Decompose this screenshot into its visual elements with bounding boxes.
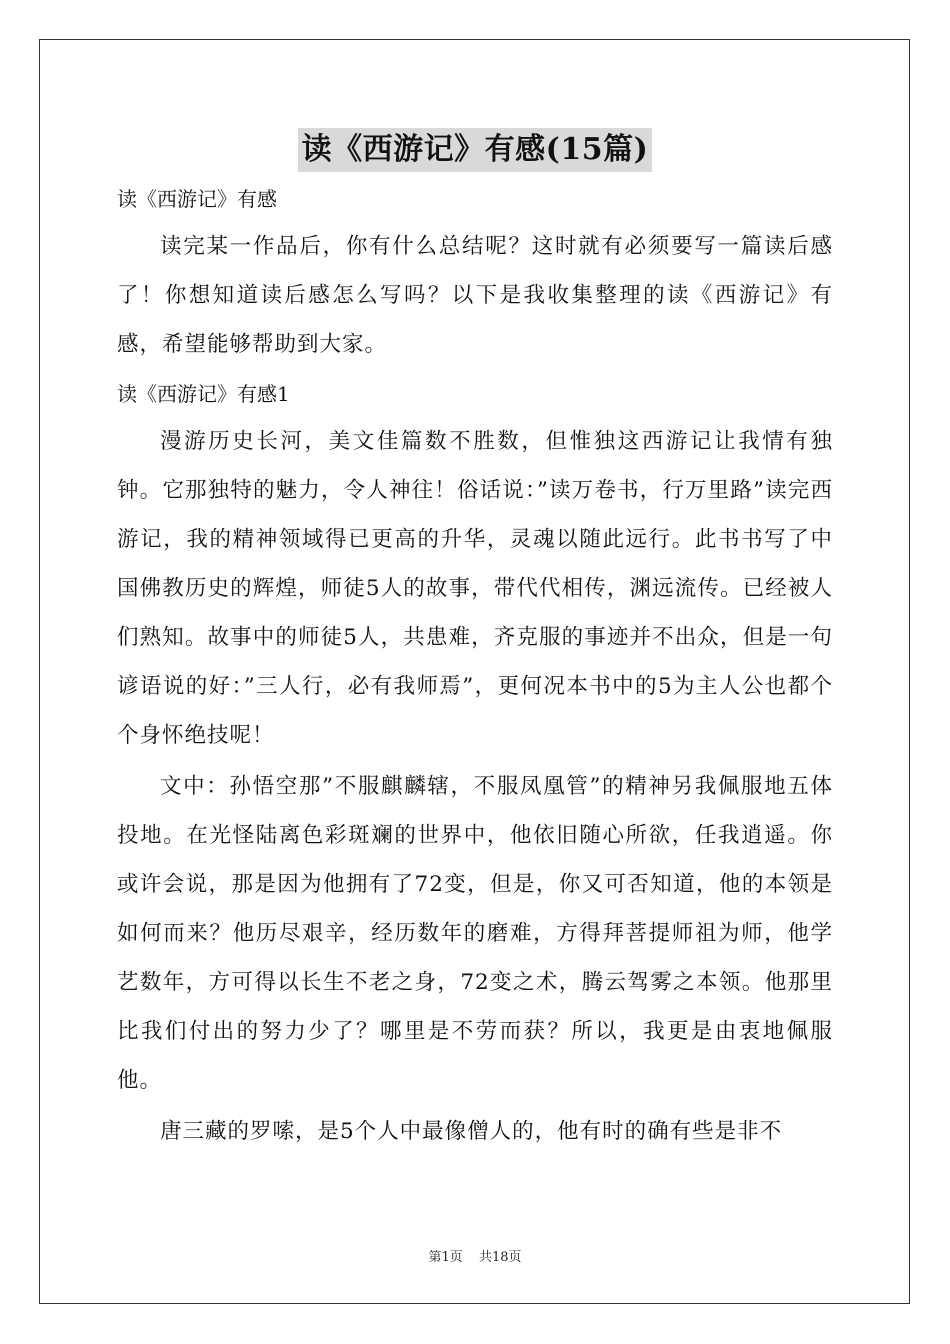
intro-heading: 读《西游记》有感 (117, 187, 277, 211)
body-paragraph: 文中：孙悟空那”不服麒麟辖，不服凤凰管”的精神另我佩服地五体投地。在光怪陆离色彩斑斓的世界中，他依旧随心所欲，任我逍遥。你或许会说，那是因为他拥有了72变，但是，你又可否知道，他的本领是如何而来？他历尽艰辛，经历数年的磨难，方得拜菩提师祖为师，他学艺数年，方可得以长生不老之身，72变之术，腾云驾雾之本领。他那里比我们付出的努力少了？哪里是不劳而获？所以，我更是由衷地佩服他。 (117, 774, 833, 1093)
document-body (117, 176, 833, 1158)
body-paragraph: 漫游历史长河，美文佳篇数不胜数，但惟独这西游记让我情有独钟。它那独特的魅力，令人神往！俗话说：”读万卷书，行万里路”读完西游记，我的精神领域得已更高的升华，灵魂以随此远行。此书书写了中国佛教历史的辉煌，师徒5人的故事，带代代相传，渊远流传。已经被人们熟知。故事中的师徒5人，共患难，齐克服的事迹并不出众，但是一句谚语说的好：”三人行，必有我师焉”，更何况本书中的5为主人公也都个个身怀绝技呢！ (117, 429, 833, 748)
page-total: 共18页 (478, 1250, 522, 1265)
intro-paragraph: 读完某一作品后，你有什么总结呢？这时就有必须要写一篇读后感了！你想知道读后感怎么写吗？以下是我收集整理的读《西游记》有感，希望能够帮助到大家。 (117, 234, 833, 357)
title-container (0, 128, 950, 172)
page-number: 第1页 (428, 1250, 463, 1265)
section-heading: 读《西游记》有感1 (117, 382, 290, 406)
document-title: 读《西游记》有感(15篇) (298, 128, 653, 172)
page-footer (0, 1246, 950, 1265)
body-paragraph: 唐三藏的罗嗦，是5个人中最像僧人的，他有时的确有些是非不 (160, 1119, 783, 1144)
